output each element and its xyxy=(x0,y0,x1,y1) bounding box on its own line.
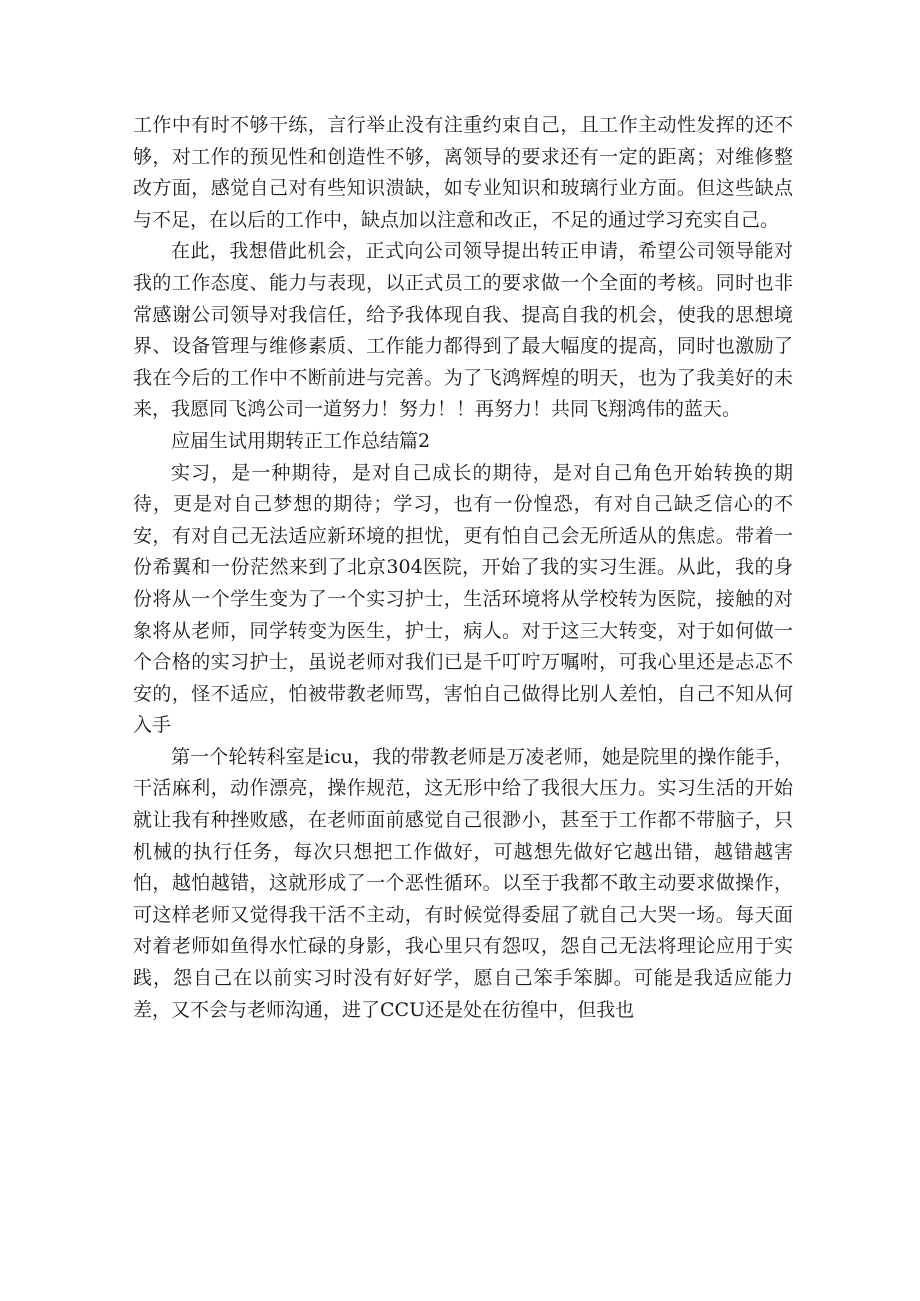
paragraph-1: 工作中有时不够干练，言行举止没有注重约束自己，且工作主动性发挥的还不够，对工作的预见性和创造性不够，离领导的要求还有一定的距离；对维修整改方面，感觉自己对有些知识溃缺，如专业知识和玻璃行业方面。但这些缺点与不足，在以后的工作中，缺点加以注意和改正，不足的通过学习充实自己。 xyxy=(133,114,793,231)
paragraph-2: 在此，我想借此机会，正式向公司领导提出转正申请，希望公司领导能对我的工作态度、能力与表现，以正式员工的要求做一个全面的考核。同时也非常感谢公司领导对我信任，给予我体现自我、提高自我的机会，使我的思想境界、设备管理与维修素质、工作能力都得到了最大幅度的提高，同时也激励了我在今后的工作中不断前进与完善。为了飞鸿辉煌的明天，也为了我美好的未来，我愿同飞鸿公司一道努力！努力！！再努力！共同飞翔鸿伟的蓝天。 xyxy=(133,240,793,421)
paragraph-4: 第一个轮转科室是icu，我的带教老师是万凌老师，她是院里的操作能手，干活麻利，动作漂亮，操作规范，这无形中给了我很大压力。实习生活的开始就让我有种挫败感，在老师面前感觉自己很渺小，甚至于工作都不带脑子，只机械的执行任务，每次只想把工作做好，可越想先做好它越出错，越错越害怕，越怕越错，这就形成了一个恶性循环。以至于我都不敢主动要求做操作，可这样老师又觉得我干活不主动，有时候觉得委屈了就自己大哭一场。每天面对着老师如鱼得水忙碌的身影，我心里只有怨叹，怨自己无法将理论应用于实践，怨自己在以前实习时没有好好学，愿自己笨手笨脚。可能是我适应能力差，又不会与老师沟通，进了CCU还是处在彷徨中，但我也 xyxy=(133,745,793,1021)
document-body xyxy=(133,110,793,1026)
paragraph-3: 实习，是一种期待，是对自己成长的期待，是对自己角色开始转换的期待，更是对自己梦想的期待；学习，也有一份惶恐，有对自己缺乏信心的不安，有对自己无法适应新环境的担忧，更有怕自己会无所适从的焦虑。带着一份希翼和一份茫然来到了北京304医院，开始了我的实习生涯。从此，我的身份将从一个学生变为了一个实习护士，生活环境将从学校转为医院，接触的对象将从老师，同学转变为医生，护士，病人。对于这三大转变，对于如何做一个合格的实习护士，虽说老师对我们已是千叮咛万嘱咐，可我心里还是忐忑不安的，怪不适应，怕被带教老师骂，害怕自己做得比别人差怕，自己不知从何入手 xyxy=(133,461,793,737)
section-heading: 应届生试用期转正工作总结篇2 xyxy=(171,429,431,452)
